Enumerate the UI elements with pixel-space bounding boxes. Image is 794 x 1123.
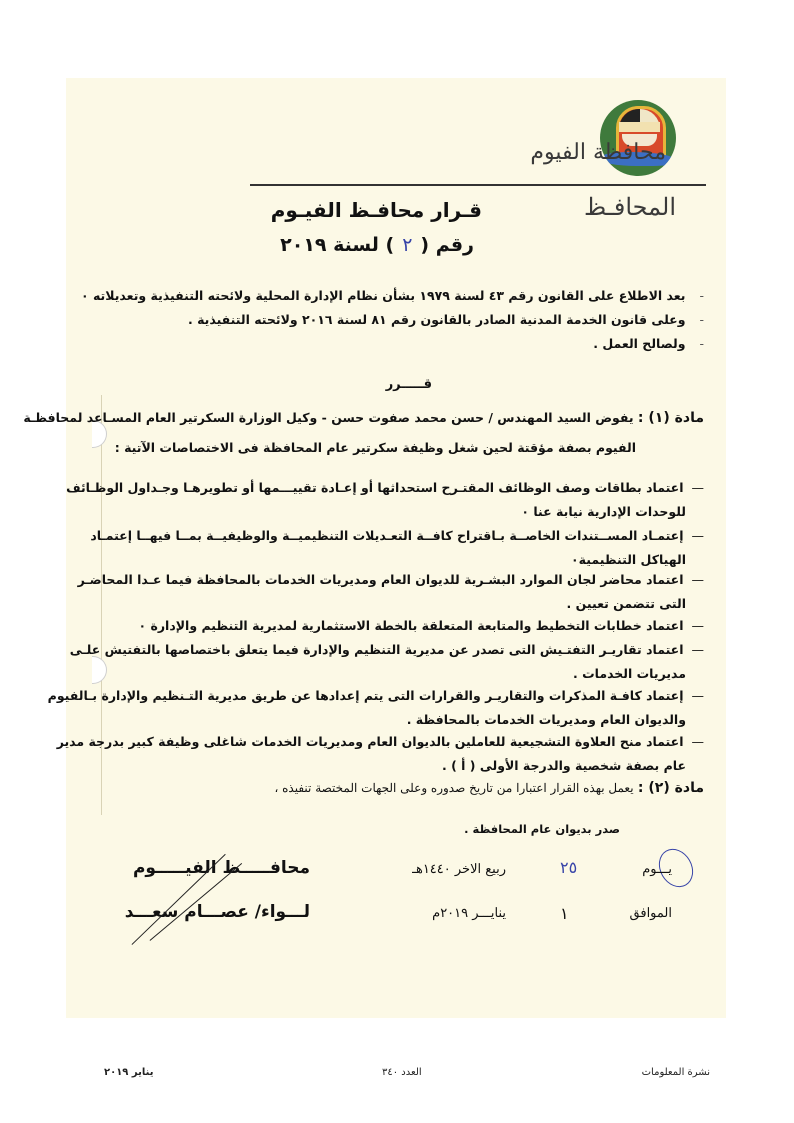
signatory-name: لـــواء/ عصـــام سعـــد [124,902,310,922]
decided-heading: قـــــرر [385,377,432,392]
list-item-continuation: الهياكل التنظيمية٠ [571,552,686,567]
list-item-continuation: للوحدات الإدارية نيابة عنا ٠ [521,504,686,519]
list-item: —اعتماد خطابات التخطيط والمتابعة المتعلقة بالخطة الاستثمارية لمديرية التنظيم والإدارة ٠ [138,618,704,633]
scan-fold-line [101,395,102,815]
footer-issue: العدد ٣٤٠ [382,1067,422,1078]
decree-number [280,234,474,256]
article-1-label: مادة (١) : [637,410,704,426]
signatory-title: محافـــــظ الفيـــــوم [132,858,310,878]
preamble-item: -بعد الاطلاع على القانون رقم ٤٣ لسنة ١٩٧٩ بشأن نظام الإدارة المحلية ولائحته التنفيذية وتعديلاته ٠ [80,288,704,303]
day-value: ٢٥ [560,858,578,877]
governor-title: المحافـظ [584,193,676,221]
article-2-text: يعمل بهذه القرار اعتبارا من تاريخ صدوره وعلى الجهات المختصة تنفيذه ، [274,781,634,795]
article-2-label: مادة (٢) : [637,780,704,796]
list-item: —اعتماد محاضر لجان الموارد البشـرية للديوان العام ومديريات الخدمات بالمحافظة فيما عـدا المحاضـر [77,572,704,587]
list-item-continuation: مديريات الخدمات . [572,666,686,681]
list-item: —اعتماد بطاقات وصف الوظائف المقتـرح استحداثها أو إعـادة تقييـــمها أو تطويرهـا وجـداول الوظـائف [66,480,704,495]
header-rule [250,184,706,186]
hijri-date: ربيع الاخر ١٤٤٠هـ [412,862,506,877]
list-item: —إعتمـاد المســتندات الخاصــة بـاقتراح كافــة التعـديلات التنظيميــة والوظيفيــة بمــا فيهــا إعتمـاد [90,528,704,543]
corresponding-label: الموافق [629,906,672,921]
governorate-name: محافظة الفيوم [530,140,666,165]
list-item-continuation: عام بصفة شخصية والدرجة الأولى ( أ ) . [441,758,686,773]
article-1 [23,410,704,426]
gregorian-date: ينايـــر ٢٠١٩م [432,906,506,921]
article-2 [274,780,704,796]
decree-number-suffix: ) لسنة ٢٠١٩ [280,234,395,256]
decree-title: قـرار محافـظ الفيـوم [270,198,482,222]
decree-number-value: ٢ [402,234,413,256]
preamble-item: -وعلى قانون الخدمة المدنية الصادر بالقانون رقم ٨١ لسنة ٢٠١٦ ولائحته التنفيذية . [187,312,704,327]
list-item-continuation: والديوان العام ومديريات الخدمات بالمحافظة . [406,712,686,727]
day-label: يـــوم [642,862,672,877]
preamble-item: -ولصالح العمل . [593,336,704,351]
article-1-continuation: الفيوم بصفة مؤقتة لحين شغل وظيفة سكرتير عام المحافظة فى الاختصاصات الآتية : [114,440,636,455]
gregorian-day: ١ [560,904,569,923]
list-item: —اعتماد تقاريـر التفتـيش التى تصدر عن مديرية التنظيم والإدارة فيما يتعلق باختصاصها بالتفتيش علـى [69,642,704,657]
list-item: —إعتماد كافـة المذكرات والتقاريـر والقرارات التى يتم إعدادها عن طريق مديرية التـنظيم والإدارة بـالفيوم [47,688,704,703]
issued-at: صدر بديوان عام المحافظة . [464,822,620,836]
list-item: —اعتماد منح العلاوة التشجيعية للعاملين بالديوان العام ومديريات الخدمات شاغلى وظيفة كبير بدرجة مدير [56,734,704,749]
article-1-text: يفوض السيد المهندس / حسن محمد صفوت حسن - وكيل الوزارة السكرتير العام المسـاعد لمحافظـة [23,410,634,425]
footer-publication: نشرة المعلومات [641,1067,710,1078]
list-item-continuation: التى تتضمن تعيين . [566,596,686,611]
decree-number-prefix: رقم ( [420,234,474,256]
footer-date: يناير ٢٠١٩ [104,1067,154,1078]
